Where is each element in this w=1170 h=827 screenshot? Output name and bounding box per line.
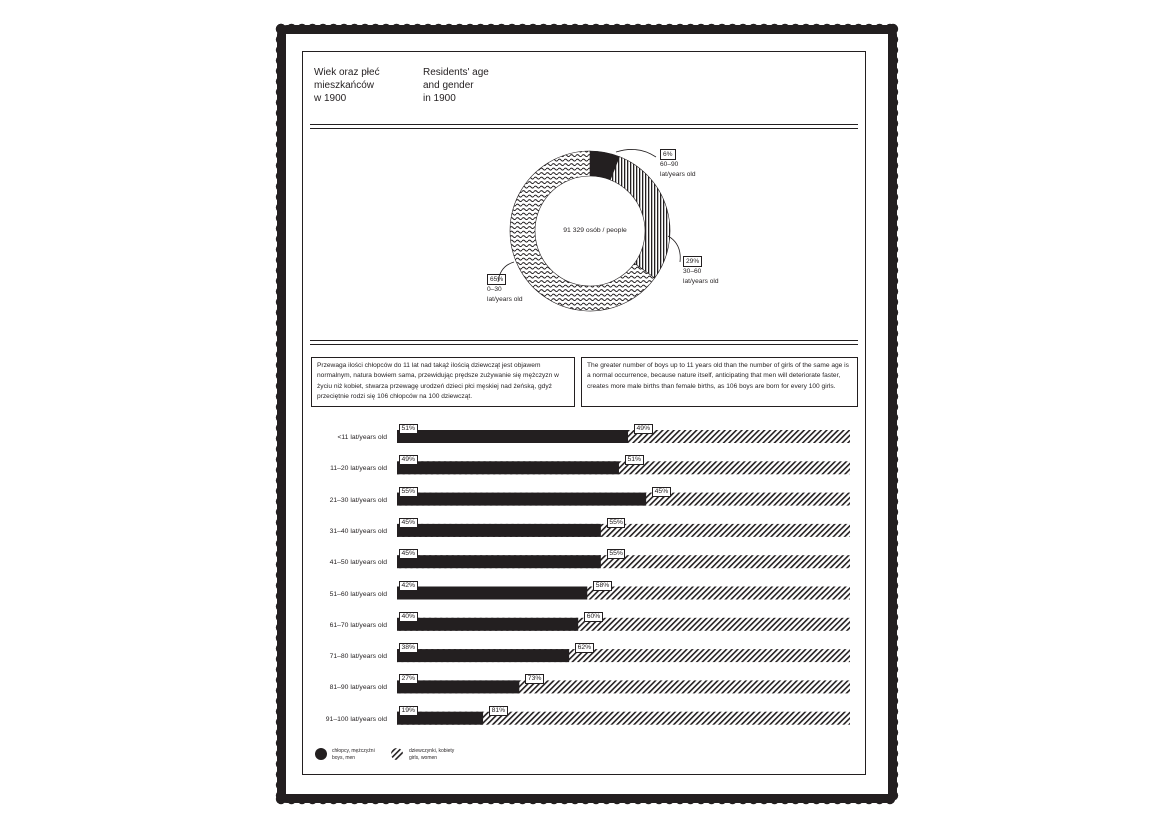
note-english: The greater number of boys up to 11 years old than the number of girls of the same age is a normal occurrence, because nature itself, anticipating that men will deteriorate faster, creates more male births than female births, as 106 boys are born for every 100 girls. [581,357,858,407]
category-label: 11–20 lat/years old [330,465,387,473]
category-label: 71–80 lat/years old [329,653,387,661]
legend-women-label [409,748,454,762]
women-value-label: 81% [489,706,508,716]
note-polish: Przewaga ilości chłopców do 11 lat nad takąż ilością dziewcząt jest objawem normalnym, natura bowiem sama, przewidując prędsze zużywanie się mężczyzn w życiu niż kobiet, stwarza przewagę urodzeń dzieci płci męskiej nad żeńską, gdyż przeciętnie rodzi się 106 chłopców na 100 dziewcząt. [311,357,575,407]
women-value-label: 49% [634,424,653,434]
men-value-label: 40% [399,612,418,622]
category-label: 81–90 lat/years old [329,684,387,692]
men-value-label: 51% [399,424,418,434]
legend-men-pl: chłopcy, mężczyźni [332,748,375,754]
women-value-label: 45% [652,487,671,497]
category-label: 61–70 lat/years old [329,621,387,629]
category-label: 91–100 lat/years old [325,715,387,723]
women-value-label: 62% [575,643,594,653]
legend-men-swatch [315,748,327,760]
category-label: 51–60 lat/years old [329,590,387,598]
donut-pct-0-30: 65% [487,274,506,285]
women-value-label: 73% [525,674,544,684]
men-value-label: 42% [399,581,418,591]
donut-cat-60-90: 60–90 lat/years old [660,161,696,178]
category-label: 21–30 lat/years old [329,496,387,504]
donut-pct-30-60: 29% [683,256,702,267]
women-value-label: 58% [593,581,612,591]
donut-cat-30-60: 30–60 lat/years old [683,268,719,285]
men-value-label: 38% [399,643,418,653]
women-value-label: 51% [625,455,644,465]
men-value-label: 45% [399,518,418,528]
men-value-label: 49% [399,455,418,465]
men-value-label: 55% [399,487,418,497]
donut-pct-60-90: 6% [660,149,676,160]
women-value-label: 60% [584,612,603,622]
legend-men-label [332,748,375,762]
legend-women-swatch [390,747,404,761]
men-value-label: 27% [399,674,418,684]
title-polish: Wiek oraz płeć mieszkańców w 1900 [314,67,380,104]
donut-center-total: 91 329 osób / people [563,227,627,234]
legend-women-pl: dziewczynki, kobiety [409,748,455,754]
men-value-label: 45% [399,549,418,559]
women-value-label: 55% [607,549,626,559]
category-label: 41–50 lat/years old [329,559,387,567]
men-value-label: 19% [399,706,418,716]
women-value-label: 55% [607,518,626,528]
legend-men-en: boys, men [332,755,356,761]
category-label: <11 lat/years old [337,434,387,441]
category-label: 31–40 lat/years old [329,527,387,535]
donut-cat-0-30: 0–30 lat/years old [487,286,523,303]
legend-women-en: girls, women [409,755,438,761]
title-english: Residents' age and gender in 1900 [423,67,489,104]
